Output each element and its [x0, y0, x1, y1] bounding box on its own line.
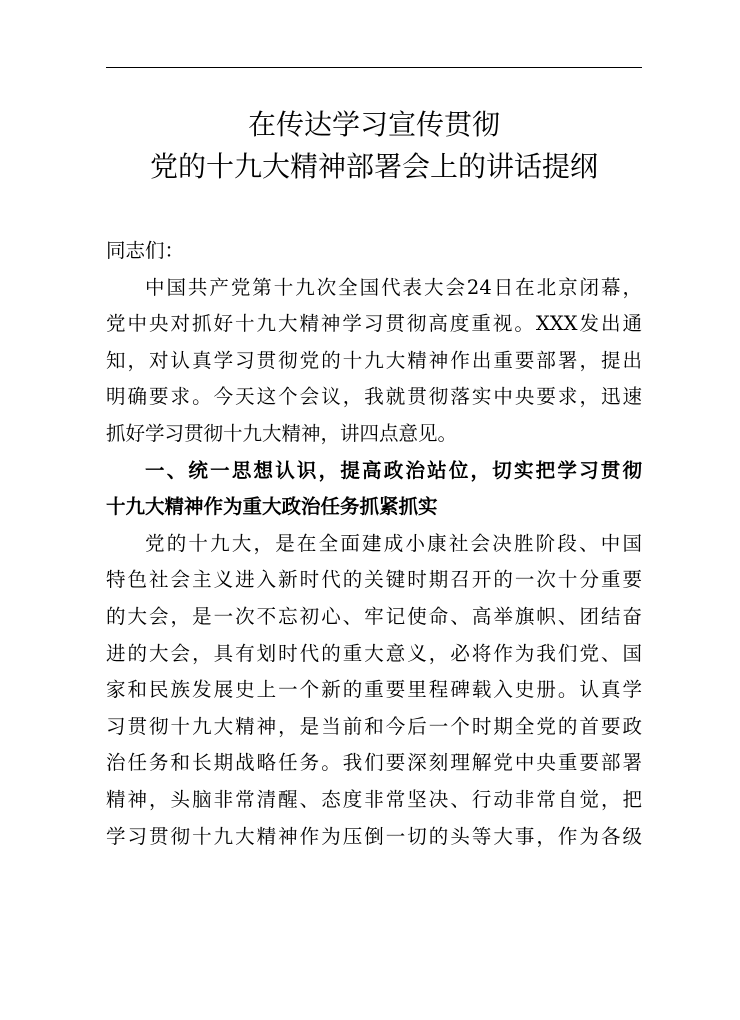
paragraph-1-line: 明确要求。今天这个会议，我就贯彻落实中央要求，迅速: [106, 385, 642, 409]
paragraph-2-line: 的大会，是一次不忘初心、牢记使命、高举旗帜、团结奋: [106, 604, 642, 628]
paragraph-2-line: 党的十九大，是在全面建成小康社会决胜阶段、中国: [145, 531, 642, 555]
paragraph-2-line: 精神，头脑非常清醒、态度非常坚决、行动非常自觉，把: [106, 787, 642, 811]
paragraph-1: [106, 270, 642, 453]
paragraph-1-line: 知，对认真学习贯彻党的十九大精神作出重要部署，提出: [106, 348, 642, 372]
document-title: [106, 104, 642, 188]
section-heading-1: [106, 453, 642, 526]
paragraph-2-line: 进的大会，具有划时代的重大意义，必将作为我们党、国: [106, 641, 642, 665]
paragraph-2-line: 习贯彻十九大精神，是当前和今后一个时期全党的首要政: [106, 714, 642, 738]
paragraph-1-line: 党中央对抓好十九大精神学习贯彻高度重视。XXX发出通: [106, 312, 642, 336]
paragraph-1-line: 中国共产党第十九次全国代表大会24日在北京闭幕，: [145, 275, 642, 299]
paragraph-2-line: 治任务和长期战略任务。我们要深刻理解党中央重要部署: [106, 751, 642, 775]
paragraph-2-line: 特色社会主义进入新时代的关键时期召开的一次十分重要: [106, 568, 642, 592]
paragraph-2-line: 家和民族发展史上一个新的重要里程碑载入史册。认真学: [106, 678, 642, 702]
section-heading-line: 十九大精神作为重大政治任务抓紧抓实: [106, 495, 438, 519]
title-line-1: 在传达学习宣传贯彻: [247, 108, 500, 141]
paragraph-2-line: 学习贯彻十九大精神作为压倒一切的头等大事，作为各级: [106, 824, 642, 848]
title-line-2: 党的十九大精神部署会上的讲话提纲: [149, 150, 598, 183]
paragraph-2: [106, 526, 642, 855]
section-heading-line: 一、统一思想认识，提高政治站位，切实把学习贯彻: [145, 458, 642, 482]
header-rule: [106, 67, 642, 68]
document-body: [106, 233, 642, 855]
greeting: 同志们：: [106, 239, 185, 262]
paragraph-1-line: 抓好学习贯彻十九大精神，讲四点意见。: [106, 421, 458, 445]
